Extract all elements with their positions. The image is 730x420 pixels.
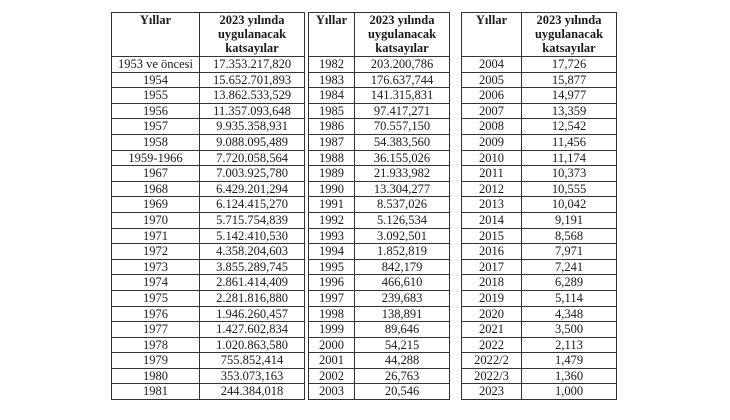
coefficient-cell: 239,683 — [355, 290, 450, 306]
year-cell: 1982 — [309, 57, 355, 73]
year-cell: 1970 — [112, 212, 200, 228]
table-row — [112, 72, 305, 88]
coefficient-cell: 10,373 — [522, 166, 617, 182]
coefficient-cell: 89,646 — [355, 322, 450, 338]
coefficient-cell: 842,179 — [355, 259, 450, 275]
table-row — [462, 384, 617, 400]
coefficient-cell: 6.429.201,294 — [200, 181, 305, 197]
coefficient-cell: 138,891 — [355, 306, 450, 322]
table-row — [112, 57, 305, 73]
year-cell: 1969 — [112, 197, 200, 213]
year-cell: 2003 — [309, 384, 355, 400]
year-cell: 2022/3 — [462, 368, 522, 384]
table-row — [112, 228, 305, 244]
year-cell: 1983 — [309, 72, 355, 88]
table-row — [112, 88, 305, 104]
table-row — [309, 353, 450, 369]
year-cell: 1981 — [112, 384, 200, 400]
year-cell: 1968 — [112, 181, 200, 197]
table-row — [112, 306, 305, 322]
coefficient-table-1 — [111, 12, 305, 400]
table-row — [462, 166, 617, 182]
year-cell: 1985 — [309, 103, 355, 119]
table-row — [309, 212, 450, 228]
coefficient-cell: 1.020.863,580 — [200, 337, 305, 353]
year-cell: 2020 — [462, 306, 522, 322]
table-row — [462, 306, 617, 322]
year-cell: 1987 — [309, 134, 355, 150]
coefficient-cell: 2.281.816,880 — [200, 290, 305, 306]
coefficient-header: 2023 yılında uygulanacak katsayılar — [200, 13, 305, 57]
year-cell: 1996 — [309, 275, 355, 291]
year-cell: 1999 — [309, 322, 355, 338]
coefficient-cell: 10,555 — [522, 181, 617, 197]
year-cell: 1967 — [112, 166, 200, 182]
table-row — [462, 119, 617, 135]
table-row — [309, 119, 450, 135]
table-row — [309, 306, 450, 322]
coefficient-cell: 1,479 — [522, 353, 617, 369]
year-cell: 1959-1966 — [112, 150, 200, 166]
coefficient-cell: 4.358.204,603 — [200, 244, 305, 260]
coefficient-cell: 12,542 — [522, 119, 617, 135]
table-row — [309, 57, 450, 73]
coefficient-cell: 353.073,163 — [200, 368, 305, 384]
coefficient-header: 2023 yılında uygulanacak katsayılar — [355, 13, 450, 57]
coefficient-cell: 9,191 — [522, 212, 617, 228]
coefficient-cell: 54,215 — [355, 337, 450, 353]
table-row — [462, 134, 617, 150]
table-row — [112, 181, 305, 197]
coefficient-cell: 6,289 — [522, 275, 617, 291]
coefficient-cell: 3.855.289,745 — [200, 259, 305, 275]
coefficient-cell: 11,174 — [522, 150, 617, 166]
table-row — [309, 197, 450, 213]
coefficient-cell: 9.088.095,489 — [200, 134, 305, 150]
coefficient-cell: 6.124.415,270 — [200, 197, 305, 213]
year-cell: 2001 — [309, 353, 355, 369]
coefficient-cell: 5.715.754,839 — [200, 212, 305, 228]
year-cell: 2022/2 — [462, 353, 522, 369]
coefficient-cell: 20,546 — [355, 384, 450, 400]
table-row — [462, 228, 617, 244]
table-row — [309, 337, 450, 353]
header-row — [309, 13, 450, 57]
table-row — [112, 244, 305, 260]
years-header: Yıllar — [462, 13, 522, 57]
coefficient-cell: 3,500 — [522, 322, 617, 338]
table-row — [112, 212, 305, 228]
coefficient-cell: 7.720.058,564 — [200, 150, 305, 166]
year-cell: 1992 — [309, 212, 355, 228]
table-row — [309, 228, 450, 244]
table-row — [309, 322, 450, 338]
coefficient-cell: 8,568 — [522, 228, 617, 244]
table-row — [112, 275, 305, 291]
coefficient-cell: 5.126,534 — [355, 212, 450, 228]
year-cell: 2005 — [462, 72, 522, 88]
table-row — [309, 72, 450, 88]
coefficient-cell: 244.384,018 — [200, 384, 305, 400]
coefficient-cell: 5.142.410,530 — [200, 228, 305, 244]
year-cell: 2022 — [462, 337, 522, 353]
table-row — [462, 181, 617, 197]
year-cell: 1955 — [112, 88, 200, 104]
table-row — [309, 244, 450, 260]
table-row — [309, 88, 450, 104]
table-row — [462, 212, 617, 228]
year-cell: 1973 — [112, 259, 200, 275]
coefficient-cell: 13,359 — [522, 103, 617, 119]
table-row — [309, 384, 450, 400]
table-row — [462, 103, 617, 119]
coefficient-cell: 10,042 — [522, 197, 617, 213]
coefficient-cell: 466,610 — [355, 275, 450, 291]
table-row — [309, 290, 450, 306]
years-header: Yıllar — [112, 13, 200, 57]
year-cell: 1956 — [112, 103, 200, 119]
table-row — [112, 150, 305, 166]
table-row — [462, 290, 617, 306]
coefficient-cell: 13.862.533,529 — [200, 88, 305, 104]
table-row — [462, 353, 617, 369]
coefficient-cell: 203.200,786 — [355, 57, 450, 73]
year-cell: 1995 — [309, 259, 355, 275]
year-cell: 2017 — [462, 259, 522, 275]
year-cell: 2015 — [462, 228, 522, 244]
year-cell: 1990 — [309, 181, 355, 197]
coefficient-cell: 13.304,277 — [355, 181, 450, 197]
coefficient-cell: 2,113 — [522, 337, 617, 353]
coefficient-table-2 — [308, 12, 450, 400]
year-cell: 2004 — [462, 57, 522, 73]
table-row — [462, 322, 617, 338]
header-row — [112, 13, 305, 57]
year-cell: 2009 — [462, 134, 522, 150]
year-cell: 2021 — [462, 322, 522, 338]
table-row — [112, 166, 305, 182]
coefficient-cell: 1,360 — [522, 368, 617, 384]
year-cell: 2018 — [462, 275, 522, 291]
year-cell: 1994 — [309, 244, 355, 260]
table-row — [462, 337, 617, 353]
table-row — [462, 259, 617, 275]
table-row — [309, 103, 450, 119]
table-row — [112, 368, 305, 384]
coefficient-cell: 11.357.093,648 — [200, 103, 305, 119]
year-cell: 1974 — [112, 275, 200, 291]
table-row — [309, 368, 450, 384]
year-cell: 1972 — [112, 244, 200, 260]
table-row — [309, 275, 450, 291]
year-cell: 2010 — [462, 150, 522, 166]
year-cell: 1957 — [112, 119, 200, 135]
year-cell: 1988 — [309, 150, 355, 166]
year-cell: 1998 — [309, 306, 355, 322]
year-cell: 1977 — [112, 322, 200, 338]
coefficient-cell: 54.383,560 — [355, 134, 450, 150]
coefficient-cell: 176.637,744 — [355, 72, 450, 88]
header-row — [462, 13, 617, 57]
coefficient-cell: 11,456 — [522, 134, 617, 150]
coefficient-cell: 14,977 — [522, 88, 617, 104]
coefficient-cell: 1.427.602,834 — [200, 322, 305, 338]
table-row — [112, 197, 305, 213]
coefficient-cell: 36.155,026 — [355, 150, 450, 166]
coefficient-cell: 15.652.701,893 — [200, 72, 305, 88]
year-cell: 1986 — [309, 119, 355, 135]
year-cell: 1975 — [112, 290, 200, 306]
year-cell: 1976 — [112, 306, 200, 322]
table-row — [112, 353, 305, 369]
year-cell: 2002 — [309, 368, 355, 384]
coefficient-cell: 97.417,271 — [355, 103, 450, 119]
table-row — [309, 181, 450, 197]
coefficient-cell: 7.003.925,780 — [200, 166, 305, 182]
year-cell: 1980 — [112, 368, 200, 384]
table-row — [112, 134, 305, 150]
year-cell: 2014 — [462, 212, 522, 228]
year-cell: 1984 — [309, 88, 355, 104]
coefficient-cell: 4,348 — [522, 306, 617, 322]
table-row — [462, 57, 617, 73]
year-cell: 1997 — [309, 290, 355, 306]
year-cell: 2000 — [309, 337, 355, 353]
coefficient-cell: 44,288 — [355, 353, 450, 369]
table-row — [462, 244, 617, 260]
table-row — [462, 275, 617, 291]
table-row — [462, 368, 617, 384]
year-cell: 2011 — [462, 166, 522, 182]
coefficient-cell: 9.935.358,931 — [200, 119, 305, 135]
coefficient-cell: 7,971 — [522, 244, 617, 260]
coefficient-cell: 1,000 — [522, 384, 617, 400]
table-row — [462, 150, 617, 166]
year-cell: 1971 — [112, 228, 200, 244]
table-row — [462, 72, 617, 88]
year-cell: 1993 — [309, 228, 355, 244]
year-cell: 2008 — [462, 119, 522, 135]
coefficient-cell: 8.537,026 — [355, 197, 450, 213]
year-cell: 2006 — [462, 88, 522, 104]
table-row — [309, 134, 450, 150]
coefficient-cell: 7,241 — [522, 259, 617, 275]
table-row — [309, 259, 450, 275]
table-row — [112, 384, 305, 400]
year-cell: 1989 — [309, 166, 355, 182]
table-row — [112, 119, 305, 135]
table-row — [309, 166, 450, 182]
year-cell: 1978 — [112, 337, 200, 353]
year-cell: 1979 — [112, 353, 200, 369]
year-cell: 2007 — [462, 103, 522, 119]
coefficient-cell: 17,726 — [522, 57, 617, 73]
coefficient-cell: 17.353.217,820 — [200, 57, 305, 73]
year-cell: 2016 — [462, 244, 522, 260]
table-row — [112, 290, 305, 306]
year-cell: 1991 — [309, 197, 355, 213]
coefficient-cell: 15,877 — [522, 72, 617, 88]
table-row — [462, 88, 617, 104]
coefficient-cell: 755.852,414 — [200, 353, 305, 369]
coefficient-table-3 — [461, 12, 617, 400]
year-cell: 1954 — [112, 72, 200, 88]
years-header: Yıllar — [309, 13, 355, 57]
table-row — [112, 103, 305, 119]
table-row — [462, 197, 617, 213]
year-cell: 2019 — [462, 290, 522, 306]
coefficient-cell: 2.861.414,409 — [200, 275, 305, 291]
coefficient-cell: 3.092,501 — [355, 228, 450, 244]
year-cell: 2012 — [462, 181, 522, 197]
coefficient-cell: 1.852,819 — [355, 244, 450, 260]
coefficient-cell: 21.933,982 — [355, 166, 450, 182]
coefficient-cell: 141.315,831 — [355, 88, 450, 104]
year-cell: 1953 ve öncesi — [112, 57, 200, 73]
year-cell: 2013 — [462, 197, 522, 213]
coefficient-header: 2023 yılında uygulanacak katsayılar — [522, 13, 617, 57]
year-cell: 2023 — [462, 384, 522, 400]
table-row — [112, 337, 305, 353]
coefficient-cell: 5,114 — [522, 290, 617, 306]
coefficient-cell: 1.946.260,457 — [200, 306, 305, 322]
coefficient-cell: 26,763 — [355, 368, 450, 384]
coefficient-cell: 70.557,150 — [355, 119, 450, 135]
year-cell: 1958 — [112, 134, 200, 150]
table-row — [309, 150, 450, 166]
table-row — [112, 322, 305, 338]
table-row — [112, 259, 305, 275]
